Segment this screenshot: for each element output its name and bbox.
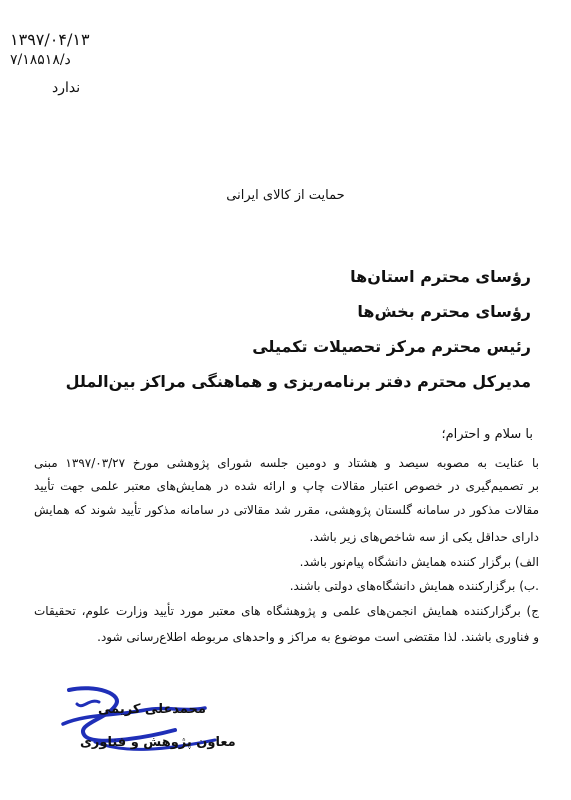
list-item: و فناوری باشند. لذا مقتضی است موضوع به مراکز و واحدهای مربوطه اطلاع‌رسانی شود. — [97, 630, 539, 644]
body-line: بر تصمیم‌گیری در خصوص اعتبار مقالات چاپ و ارائه شده در همایش‌های معتبر علمی جهت تأیید — [34, 479, 539, 493]
body-line: مقالات مذکور در سامانه گلستان پژوهشی، مقرر شد مقالاتی در سامانه مذکور تأیید شوند که همایش — [34, 503, 539, 517]
letter-number: د/۷/۱۸۵۱۸ — [10, 52, 71, 68]
recipient: مدیرکل محترم دفتر برنامه‌ریزی و هماهنگی مراکز بین‌الملل — [65, 372, 531, 391]
list-item: الف) برگزار کننده همایش دانشگاه پیام‌نور باشد. — [299, 555, 539, 569]
recipient: رؤسای محترم استان‌ها — [350, 267, 531, 286]
list-item: ج) برگزارکننده همایش انجمن‌های علمی و پژوهشگاه های معتبر مورد تأیید وزارت علوم، تحقیقات — [34, 604, 539, 618]
list-item: .ب) برگزارکننده همایش دانشگاه‌های دولتی باشند. — [289, 579, 539, 593]
body-line: دارای حداقل یکی از سه شاخص‌های زیر باشد. — [309, 530, 539, 544]
slogan: حمایت از کالای ایرانی — [226, 188, 345, 203]
body-line: با عنایت به مصوبه سیصد و هشتاد و دومین جلسه شورای پژوهشی مورخ ۱۳۹۷/۰۳/۲۷ مبنی — [34, 456, 539, 470]
signer-title: معاون پژوهش و فناوری — [80, 735, 236, 750]
signer-name: محمدعلی کریمی — [98, 702, 206, 717]
greeting: با سلام و احترام؛ — [441, 427, 533, 442]
letter-date: ۱۳۹۷/۰۴/۱۳ — [10, 30, 90, 49]
recipient: رئیس محترم مرکز تحصیلات تکمیلی — [252, 337, 531, 356]
recipient: رؤسای محترم بخش‌ها — [357, 302, 531, 321]
letter-attachment: ندارد — [52, 80, 81, 96]
